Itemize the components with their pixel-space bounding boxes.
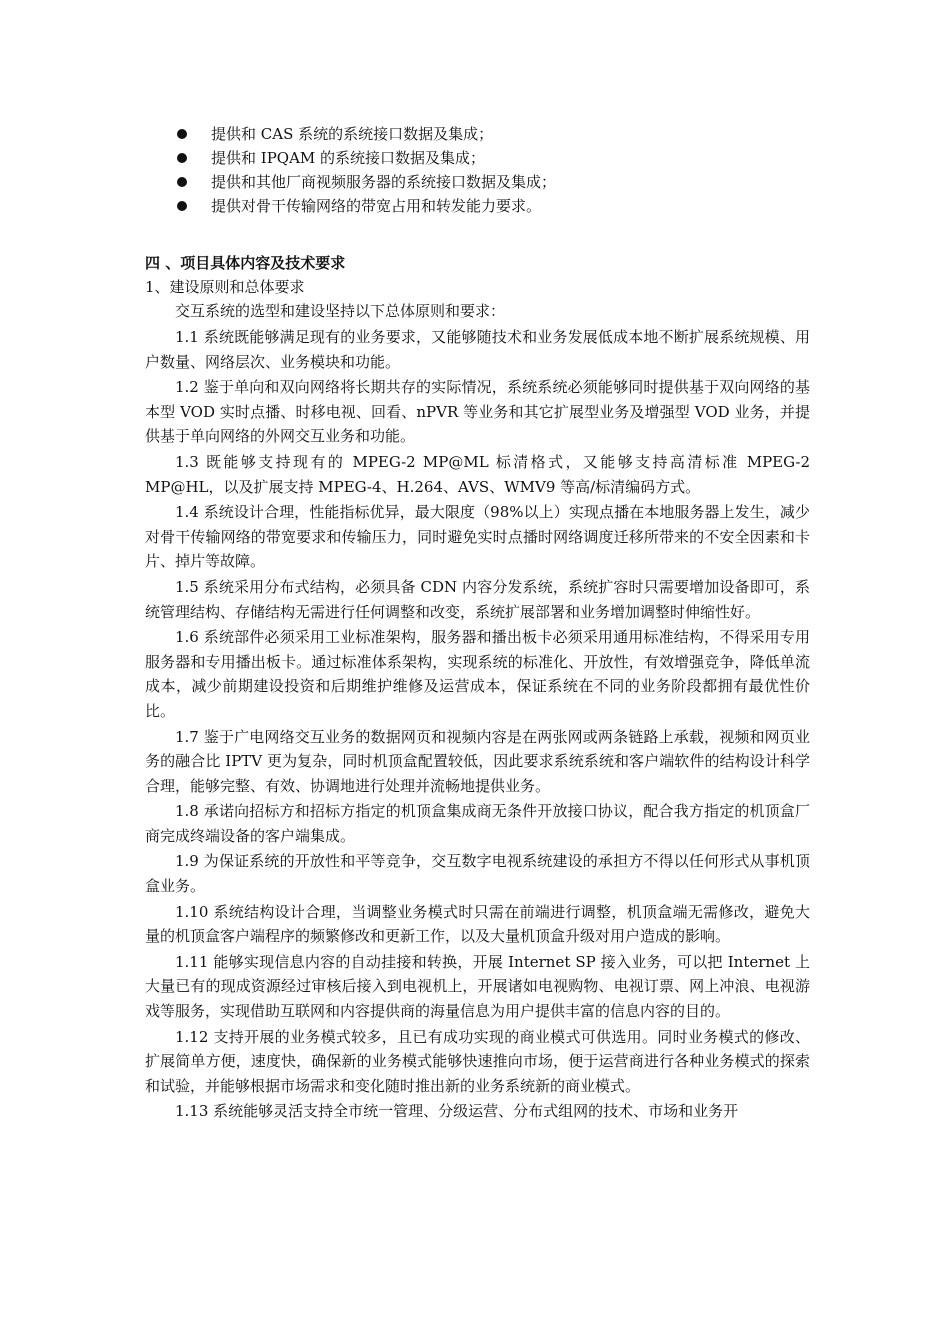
requirement-item: 1.3 既能够支持现有的 MPEG-2 MP@ML 标清格式，又能够支持高清标准 MPEG-2 MP@HL，以及扩展支持 MPEG-4、H.264、AVS、WMV9 等高/标清编码方式。: [145, 452, 810, 496]
requirement-item: 1.10 系统结构设计合理，当调整业务模式时只需在前端进行调整，机顶盒端无需修改，避免大量的机顶盒客户端程序的频繁修改和更新工作，以及大量机顶盒升级对用户造成的影响。: [145, 902, 810, 946]
bullet-dot-icon: [177, 177, 187, 187]
requirement-item: 1.1 系统既能够满足现有的业务要求，又能够随技术和业务发展低成本地不断扩展系统规模、用户数量、网络层次、业务模块和功能。: [145, 328, 810, 371]
intro-paragraph: 交互系统的选型和建设坚持以下总体原则和要求：: [175, 302, 506, 320]
requirement-item: 1.8 承诺向招标方和招标方指定的机顶盒集成商无条件开放接口协议，配合我方指定的机顶盒厂商完成终端设备的客户端集成。: [145, 802, 810, 845]
requirement-item: 1.4 系统设计合理，性能指标优异，最大限度（98%以上）实现点播在本地服务器上发生，减少对骨干传输网络的带宽要求和传输压力，同时避免实时点播时网络调度迁移所带来的不安全因素和卡片、掉片等故障。: [145, 503, 810, 571]
requirement-item: 1.5 系统采用分布式结构，必须具备 CDN 内容分发系统，系统扩容时只需要增加设备即可，系统管理结构、存储结构无需进行任何调整和改变，系统扩展部署和业务增加调整时伸缩性好。: [145, 577, 810, 621]
bullet-item: 提供和 IPQAM 的系统接口数据及集成；: [145, 146, 810, 170]
bullet-dot-icon: [177, 153, 187, 163]
requirement-item: 1.2 鉴于单向和双向网络将长期共存的实际情况，系统系统必须能够同时提供基于双向网络的基本型 VOD 实时点播、时移电视、回看、nPVR 等业务和其它扩展型业务及增强型 VOD 业务，并提供基于单向网络的外网交互业务和功能。: [145, 378, 810, 446]
requirement-item: 1.12 支持开展的业务模式较多，且已有成功实现的商业模式可供选用。同时业务模式的修改、扩展简单方便，速度快，确保新的业务模式能够快速推向市场，便于运营商进行各种业务模式的探索和试验，并能够根据市场需求和变化随时推出新的业务系统新的商业模式。: [145, 1027, 810, 1095]
requirement-item: 1.13 系统能够灵活支持全市统一管理、分级运营、分布式组网的技术、市场和业务开: [175, 1102, 739, 1121]
requirement-item: 1.9 为保证系统的开放性和平等竞争，交互数字电视系统建设的承担方不得以任何形式从事机顶盒业务。: [145, 852, 810, 896]
requirement-item: 1.7 鉴于广电网络交互业务的数据网页和视频内容是在两张网或两条链路上承载，视频和网页业务的融合比 IPTV 更为复杂，同时机顶盒配置较低，因此要求系统系统和客户端软件的结构设计科学合理，能够完整、有效、协调地进行处理并流畅地提供业务。: [145, 727, 810, 795]
requirement-item: 1.6 系统部件必须采用工业标准架构，服务器和播出板卡必须采用通用标准结构，不得采用专用服务器和专用播出板卡。通过标准体系架构，实现系统的标准化、开放性，有效增强竞争，降低单流成本，减少前期建设投资和后期维护维修及运营成本，保证系统在不同的业务阶段都拥有最优性价比。: [145, 628, 810, 720]
bullet-dot-icon: [177, 129, 187, 139]
section-title: 四 、项目具体内容及技术要求: [145, 254, 346, 272]
interface-bullet-list: [145, 122, 810, 218]
document-page: [145, 122, 810, 1125]
bullet-item: 提供对骨干传输网络的带宽占用和转发能力要求。: [145, 194, 810, 218]
requirement-item: 1.11 能够实现信息内容的自动挂接和转换，开展 Internet SP 接入业务，可以把 Internet 上大量已有的现成资源经过审核后接入到电视机上，开展诸如电视购物、电视订票、网上冲浪、电视游戏等服务，实现借助互联网和内容提供商的海量信息为用户提供丰富的信息内容的目的。: [145, 952, 810, 1021]
bullet-dot-icon: [177, 201, 187, 211]
bullet-item: 提供和其他厂商视频服务器的系统接口数据及集成；: [145, 170, 810, 194]
bullet-item: 提供和 CAS 系统的系统接口数据及集成；: [145, 122, 810, 146]
subsection-title: 1、建设原则和总体要求: [145, 278, 305, 296]
